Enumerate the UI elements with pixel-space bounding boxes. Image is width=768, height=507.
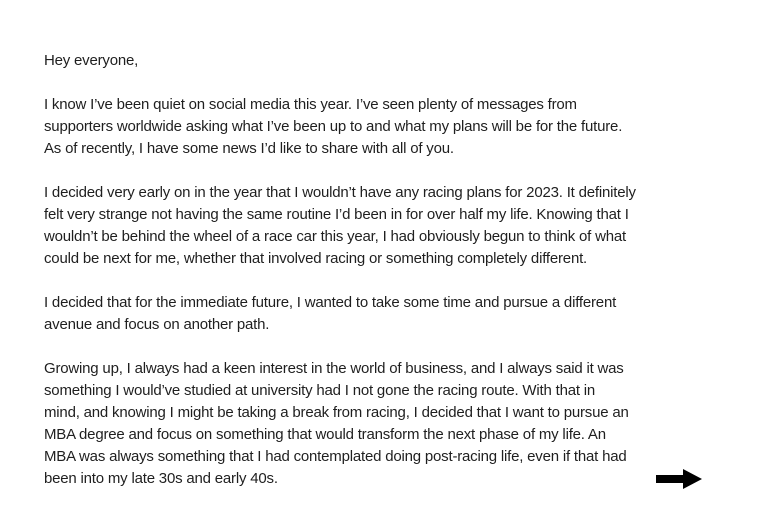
text-line: As of recently, I have some news I’d like to share with all of you. (44, 140, 454, 157)
paragraph (44, 182, 748, 270)
text-line: mind, and knowing I might be taking a break from racing, I decided that I want to pursue an (44, 404, 629, 421)
text-line: Growing up, I always had a keen interest in the world of business, and I always said it was (44, 360, 624, 377)
text-line: MBA was always something that I had contemplated doing post-racing life, even if that had (44, 448, 627, 465)
paragraph (44, 50, 748, 72)
paragraph (44, 292, 748, 336)
paragraph (44, 358, 748, 490)
right-arrow-glyph (656, 469, 702, 489)
text-line: MBA degree and focus on something that would transform the next phase of my life. An (44, 426, 606, 443)
text-line: wouldn’t be behind the wheel of a race car this year, I had obviously begun to think of what (44, 228, 626, 245)
text-line: could be next for me, whether that involved racing or something completely different. (44, 250, 588, 267)
next-arrow-icon[interactable] (656, 469, 702, 489)
text-line: supporters worldwide asking what I’ve been up to and what my plans will be for the future. (44, 118, 623, 135)
text-line: I know I’ve been quiet on social media this year. I’ve seen plenty of messages from (44, 96, 577, 113)
text-line: felt very strange not having the same routine I’d been in for over half my life. Knowing that I (44, 206, 629, 223)
text-line: been into my late 30s and early 40s. (44, 470, 278, 487)
text-line: I decided very early on in the year that I wouldn’t have any racing plans for 2023. It definitely (44, 184, 636, 201)
text-line: avenue and focus on another path. (44, 316, 270, 333)
text-line: something I would’ve studied at university had I not gone the racing route. With that in (44, 382, 596, 399)
document-body (44, 50, 748, 507)
text-line: Hey everyone, (44, 52, 139, 69)
text-line: I decided that for the immediate future, I wanted to take some time and pursue a different (44, 294, 617, 311)
paragraph (44, 94, 748, 160)
